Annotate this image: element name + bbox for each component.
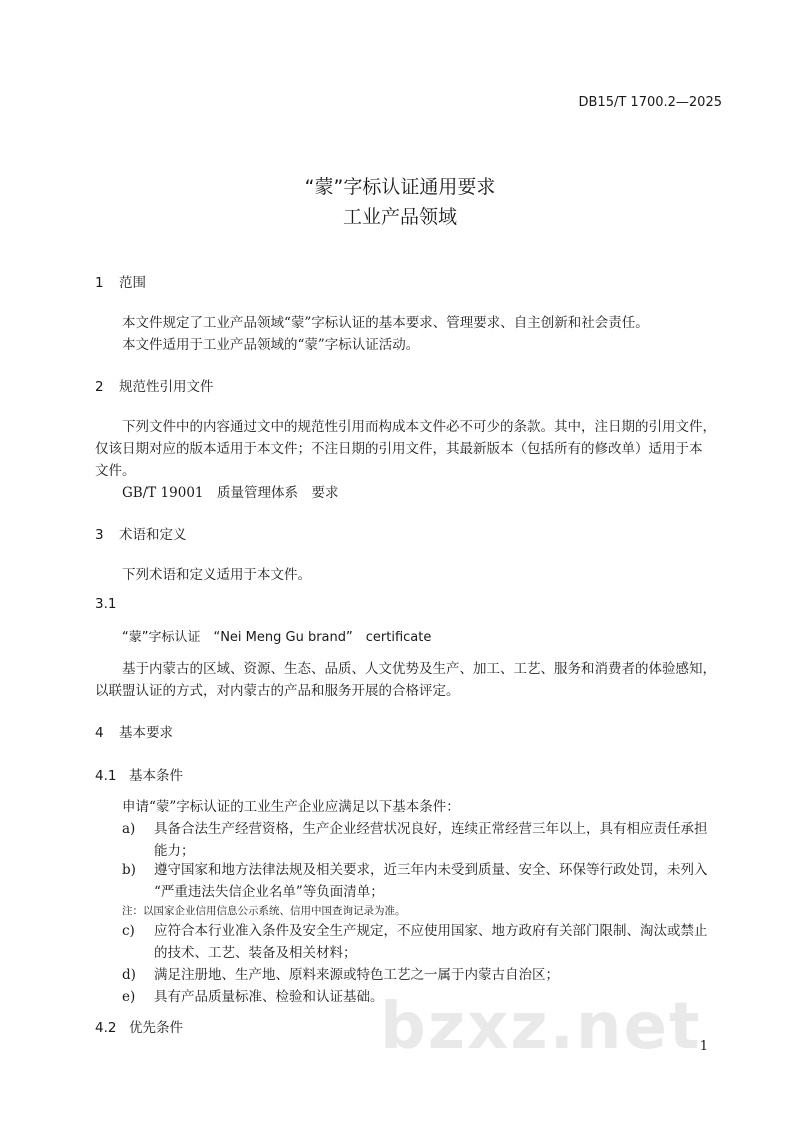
section-title: 范围 bbox=[119, 275, 146, 291]
paragraph: 本文件适用于工业产品领域的“蒙”字标认证活动。 bbox=[122, 337, 420, 353]
list-item: b) 遵守国家和地方法律法规及相关要求，近三年内未受到质量、安全、环保等行政处罚，未列入 bbox=[122, 862, 708, 878]
watermark: bzxz.net bbox=[380, 990, 702, 1064]
section-title: 规范性引用文件 bbox=[119, 379, 214, 395]
document-title-line1: “蒙”字标认证通用要求 bbox=[304, 176, 496, 198]
document-title-line2: 工业产品领域 bbox=[342, 206, 457, 228]
list-label: d) bbox=[122, 967, 136, 983]
definition-line: 以联盟认证的方式，对内蒙古的产品和服务开展的合格评定。 bbox=[95, 683, 460, 699]
normative-reference: GB/T 19001 质量管理体系 要求 bbox=[122, 485, 339, 501]
section-title: 基本要求 bbox=[119, 725, 173, 741]
list-label: c) bbox=[122, 923, 135, 939]
subsection-number: 4.2 bbox=[95, 1020, 117, 1036]
term-entry: “蒙”字标认证 “Nei Meng Gu brand” certificate bbox=[122, 630, 432, 645]
list-item-continuation: “严重违法失信企业名单”等负面清单； bbox=[154, 884, 384, 900]
section-heading-terms bbox=[95, 523, 187, 543]
section-number: 1 bbox=[95, 275, 104, 291]
paragraph-line: 仅该日期对应的版本适用于本文件；不注日期的引用文件，其最新版本（包括所有的修改单）适用于本 bbox=[95, 441, 703, 457]
page-number: 1 bbox=[699, 1039, 708, 1054]
list-item: a) 具备合法生产经营资格，生产企业经营状况良好，连续正常经营三年以上，具有相应责任承担 bbox=[122, 821, 708, 837]
subsection-title: 基本条件 bbox=[129, 768, 183, 784]
subsection-title: 优先条件 bbox=[129, 1020, 183, 1036]
paragraph: 本文件规定了工业产品领域“蒙”字标认证的基本要求、管理要求、自主创新和社会责任。 bbox=[122, 315, 649, 331]
subsection-heading-priority-conditions bbox=[95, 1016, 183, 1036]
note: 注：以国家企业信用信息公示系统、信用中国查询记录为准。 bbox=[122, 905, 406, 917]
section-heading-normative-references bbox=[95, 375, 214, 395]
subsection-heading-basic-conditions bbox=[95, 764, 183, 784]
list-item-continuation: 的技术、工艺、装备及相关材料； bbox=[154, 945, 357, 961]
section-number: 4 bbox=[95, 725, 104, 741]
section-heading-scope bbox=[95, 271, 146, 291]
section-number: 3 bbox=[95, 527, 104, 543]
list-item: c) 应符合本行业准入条件及安全生产规定，不应使用国家、地方政府有关部门限制、淘汰或禁止 bbox=[122, 923, 708, 939]
paragraph-line: 文件。 bbox=[95, 463, 136, 479]
list-item: e) 具有产品质量标准、检验和认证基础。 bbox=[122, 989, 384, 1005]
subsection-number: 3.1 bbox=[95, 596, 117, 612]
standard-number: DB15/T 1700.2—2025 bbox=[578, 95, 722, 110]
list-item: d) 满足注册地、生产地、原料来源或特色工艺之一属于内蒙古自治区； bbox=[122, 967, 559, 983]
list-label: a) bbox=[122, 821, 136, 837]
paragraph: 下列术语和定义适用于本文件。 bbox=[122, 567, 311, 583]
paragraph-line: 下列文件中的内容通过文中的规范性引用而构成本文件必不可少的条款。其中，注日期的引用文件， bbox=[122, 419, 716, 435]
paragraph: 申请“蒙”字标认证的工业生产企业应满足以下基本条件： bbox=[122, 799, 460, 815]
subsection-number: 4.1 bbox=[95, 768, 117, 784]
list-item-continuation: 能力； bbox=[154, 843, 195, 859]
section-number: 2 bbox=[95, 379, 104, 395]
list-label: e) bbox=[122, 989, 136, 1005]
definition-line: 基于内蒙古的区域、资源、生态、品质、人文优势及生产、加工、工艺、服务和消费者的体验感知， bbox=[122, 661, 716, 677]
section-heading-basic-requirements bbox=[95, 721, 173, 741]
list-label: b) bbox=[122, 862, 136, 878]
section-title: 术语和定义 bbox=[119, 527, 187, 543]
